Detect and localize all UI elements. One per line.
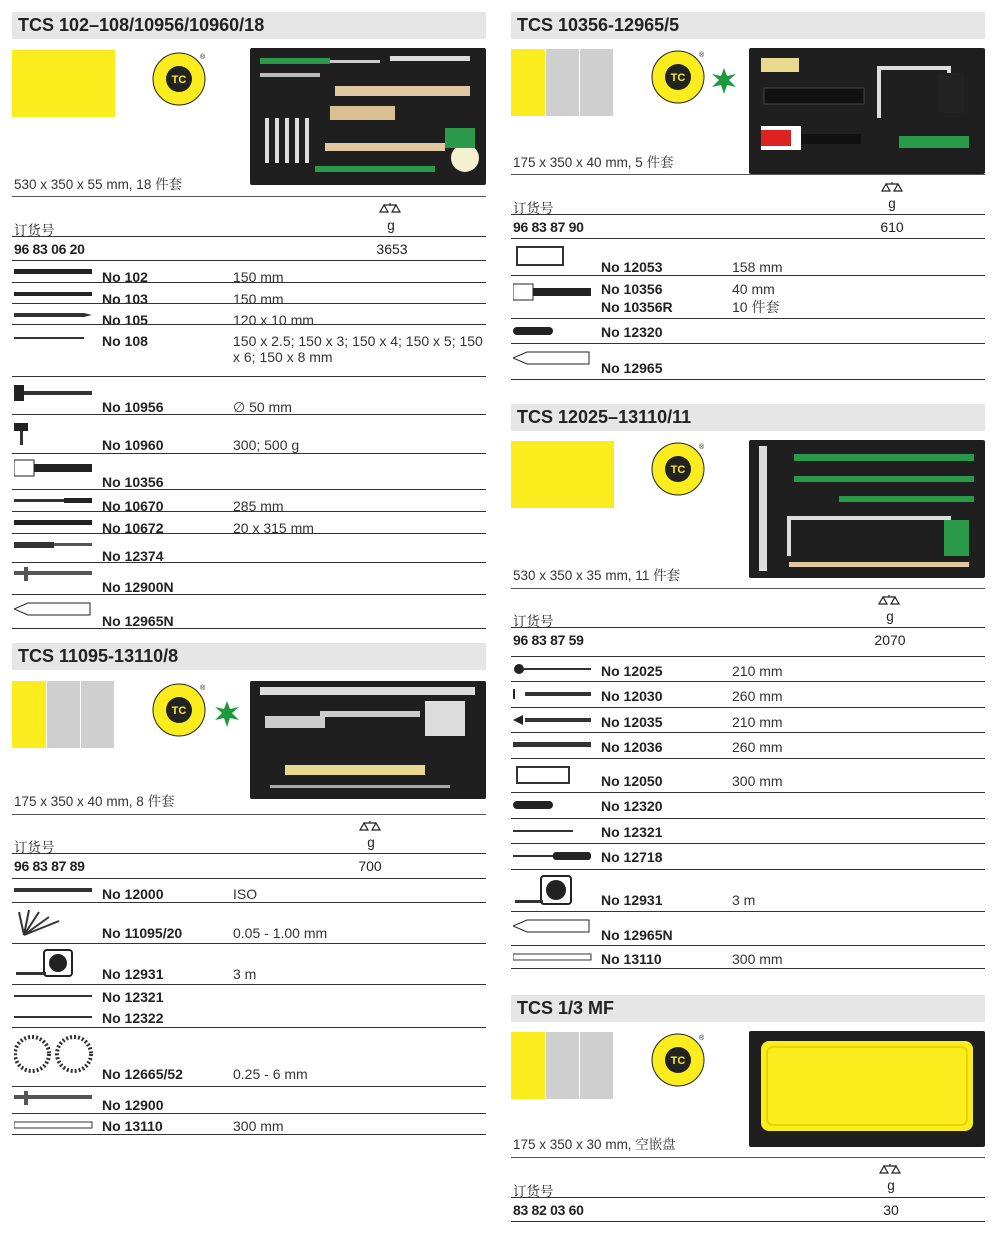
color-swatches bbox=[12, 50, 115, 117]
list-item: No 12931 3 m bbox=[511, 869, 985, 911]
svg-text:®: ® bbox=[200, 54, 206, 61]
list-item: No 10356 bbox=[12, 453, 486, 489]
svg-text:TC: TC bbox=[670, 464, 686, 476]
caliper-icon bbox=[14, 567, 94, 585]
scale-weight-icon bbox=[877, 594, 901, 608]
wire-brush-icon bbox=[14, 538, 94, 552]
weight-value: 2070 bbox=[874, 632, 906, 648]
list-item: No 12374 bbox=[12, 533, 486, 562]
list-item: No 12036 260 mm bbox=[511, 732, 985, 758]
tc-system-badge-icon bbox=[152, 683, 206, 737]
list-item: No 105 120 x 10 mm bbox=[12, 303, 486, 325]
tape-measure-icon bbox=[513, 874, 593, 906]
list-item: No 102 150 mm bbox=[12, 260, 486, 282]
scraper-icon bbox=[513, 282, 593, 304]
order-number: 96 83 87 90 bbox=[513, 219, 584, 235]
hacksaw-icon bbox=[513, 243, 593, 269]
order-number-label: 订货号 bbox=[14, 223, 55, 238]
svg-text:®: ® bbox=[699, 444, 705, 451]
hacksaw-icon bbox=[513, 763, 593, 787]
svg-text:TC: TC bbox=[670, 1055, 686, 1067]
utility-knife-icon bbox=[513, 916, 593, 936]
weight-unit: g bbox=[887, 1178, 895, 1193]
list-item: No 10672 20 x 315 mm bbox=[12, 511, 486, 533]
tape-measure-icon bbox=[14, 948, 94, 978]
punch-icon bbox=[14, 333, 94, 343]
scriber-icon bbox=[14, 991, 94, 1001]
radius-gauge-icon bbox=[14, 1034, 94, 1074]
weight-unit: g bbox=[387, 218, 395, 233]
tray-dimensions: 530 x 350 x 35 mm, 11 件套 bbox=[513, 568, 681, 583]
tool-tray-photo bbox=[250, 681, 486, 799]
scale-weight-icon bbox=[378, 202, 402, 216]
utility-knife-icon bbox=[14, 599, 94, 619]
hammer-icon bbox=[14, 421, 94, 445]
list-item: No 12322 bbox=[12, 1005, 486, 1027]
section-title: TCS 102–108/10956/10960/18 bbox=[12, 12, 486, 39]
color-swatches bbox=[511, 1032, 613, 1099]
list-item: No 10356 No 10356R 40 mm 10 件套 bbox=[511, 275, 985, 317]
color-swatches bbox=[511, 49, 613, 116]
order-number-label: 订货号 bbox=[513, 614, 554, 629]
list-item: No 13110 300 mm bbox=[12, 1113, 486, 1135]
color-swatches bbox=[12, 681, 114, 748]
scale-weight-icon bbox=[880, 181, 904, 195]
list-item: No 12321 bbox=[12, 984, 486, 1006]
tool-tray-photo bbox=[749, 440, 985, 578]
new-star-icon bbox=[214, 701, 240, 727]
tc-system-badge-icon bbox=[152, 52, 206, 106]
tray-dimensions: 175 x 350 x 40 mm, 5 件套 bbox=[513, 155, 674, 170]
list-item: No 12965N bbox=[12, 594, 486, 629]
tray-dimensions: 530 x 350 x 55 mm, 18 件套 bbox=[14, 177, 183, 192]
order-number-label: 订货号 bbox=[513, 201, 554, 216]
tc-system-badge-icon bbox=[651, 50, 705, 104]
flat-file-icon bbox=[513, 740, 593, 750]
pocket-knife-icon bbox=[513, 325, 593, 337]
list-item: No 12320 bbox=[511, 792, 985, 818]
list-item: No 12035 210 mm bbox=[511, 707, 985, 733]
order-number: 96 83 87 59 bbox=[513, 632, 584, 648]
triangular-file-icon bbox=[513, 714, 593, 726]
scriber-icon bbox=[513, 827, 593, 835]
tc-system-badge-icon bbox=[651, 1033, 705, 1087]
list-item: No 12718 bbox=[511, 843, 985, 869]
tc-system-badge-icon bbox=[651, 442, 705, 496]
list-item: No 12050 300 mm bbox=[511, 758, 985, 792]
list-item: No 103 150 mm bbox=[12, 282, 486, 304]
scale-weight-icon bbox=[878, 1163, 902, 1177]
weight-value: 3653 bbox=[376, 241, 408, 257]
weight-unit: g bbox=[367, 835, 375, 850]
svg-text:®: ® bbox=[699, 1035, 705, 1042]
tool-tray-photo bbox=[250, 48, 486, 185]
screwdriver-icon bbox=[513, 850, 593, 862]
weight-value: 30 bbox=[883, 1202, 899, 1218]
weight-unit: g bbox=[888, 196, 896, 211]
caliper-icon bbox=[14, 1091, 94, 1109]
list-item: No 11095/20 0.05 - 1.00 mm bbox=[12, 902, 486, 943]
scraper-icon bbox=[14, 458, 94, 480]
section-title: TCS 12025–13110/11 bbox=[511, 404, 985, 431]
svg-text:®: ® bbox=[200, 685, 206, 692]
order-number-label: 订货号 bbox=[513, 1184, 554, 1199]
list-item: No 10956 ∅ 50 mm bbox=[12, 376, 486, 414]
weight-value: 610 bbox=[880, 219, 904, 235]
tray-dimensions: 175 x 350 x 40 mm, 8 件套 bbox=[14, 794, 175, 809]
utility-knife-icon bbox=[513, 348, 593, 368]
section-title: TCS 1/3 MF bbox=[511, 995, 985, 1022]
new-star-icon bbox=[711, 68, 737, 94]
pocket-knife-icon bbox=[513, 799, 593, 811]
scriber-icon bbox=[14, 1012, 94, 1022]
ruler-icon bbox=[513, 952, 593, 962]
list-item: No 12000 ISO bbox=[12, 878, 486, 902]
list-item: No 10670 285 mm bbox=[12, 489, 486, 511]
section-title: TCS 11095-13110/8 bbox=[12, 643, 486, 670]
file-icon bbox=[14, 267, 94, 277]
empty-tray-photo bbox=[749, 1031, 985, 1147]
svg-text:TC: TC bbox=[171, 74, 187, 86]
list-item: No 12900N bbox=[12, 562, 486, 593]
list-item: No 12321 bbox=[511, 818, 985, 844]
section-title: TCS 10356-12965/5 bbox=[511, 12, 985, 39]
list-item: No 12965 bbox=[511, 343, 985, 380]
list-item: No 12030 260 mm bbox=[511, 681, 985, 707]
weight-unit: g bbox=[886, 609, 894, 624]
list-item: No 12053 158 mm bbox=[511, 238, 985, 275]
chisel-icon bbox=[14, 310, 94, 320]
list-item: No 12320 bbox=[511, 318, 985, 343]
order-number-label: 订货号 bbox=[14, 840, 55, 855]
color-swatches bbox=[511, 441, 614, 508]
order-number: 96 83 06 20 bbox=[14, 241, 85, 257]
file-handle-icon bbox=[14, 496, 94, 506]
tray-dimensions: 175 x 350 x 30 mm, 空嵌盘 bbox=[513, 1137, 676, 1152]
svg-text:®: ® bbox=[699, 52, 705, 59]
half-round-file-icon bbox=[513, 688, 593, 700]
feeler-gauge-icon bbox=[14, 907, 94, 937]
list-item: No 13110 300 mm bbox=[511, 945, 985, 969]
list-item: No 12665/52 0.25 - 6 mm bbox=[12, 1027, 486, 1086]
scale-weight-icon bbox=[358, 820, 382, 834]
weight-value: 700 bbox=[358, 858, 382, 874]
round-file-icon bbox=[513, 663, 593, 675]
list-item: No 108 150 x 2.5; 150 x 3; 150 x 4; 150 x 5; 150 x 6; 150 x 8 mm bbox=[12, 324, 486, 369]
svg-text:TC: TC bbox=[670, 72, 686, 84]
half-round-file-icon bbox=[14, 289, 94, 299]
flat-file-icon bbox=[14, 518, 94, 528]
list-item: No 12900 bbox=[12, 1086, 486, 1114]
list-item: No 12965N bbox=[511, 911, 985, 945]
order-number: 96 83 87 89 bbox=[14, 858, 85, 874]
order-number: 83 82 03 60 bbox=[513, 1202, 584, 1218]
svg-text:TC: TC bbox=[171, 705, 187, 717]
thread-gauge-icon bbox=[14, 885, 94, 895]
list-item: No 10960 300; 500 g bbox=[12, 414, 486, 452]
list-item: No 12931 3 m bbox=[12, 943, 486, 984]
ruler-icon bbox=[14, 1120, 94, 1130]
list-item: No 12025 210 mm bbox=[511, 656, 985, 682]
tool-tray-photo bbox=[749, 48, 985, 174]
mallet-icon bbox=[14, 383, 94, 403]
